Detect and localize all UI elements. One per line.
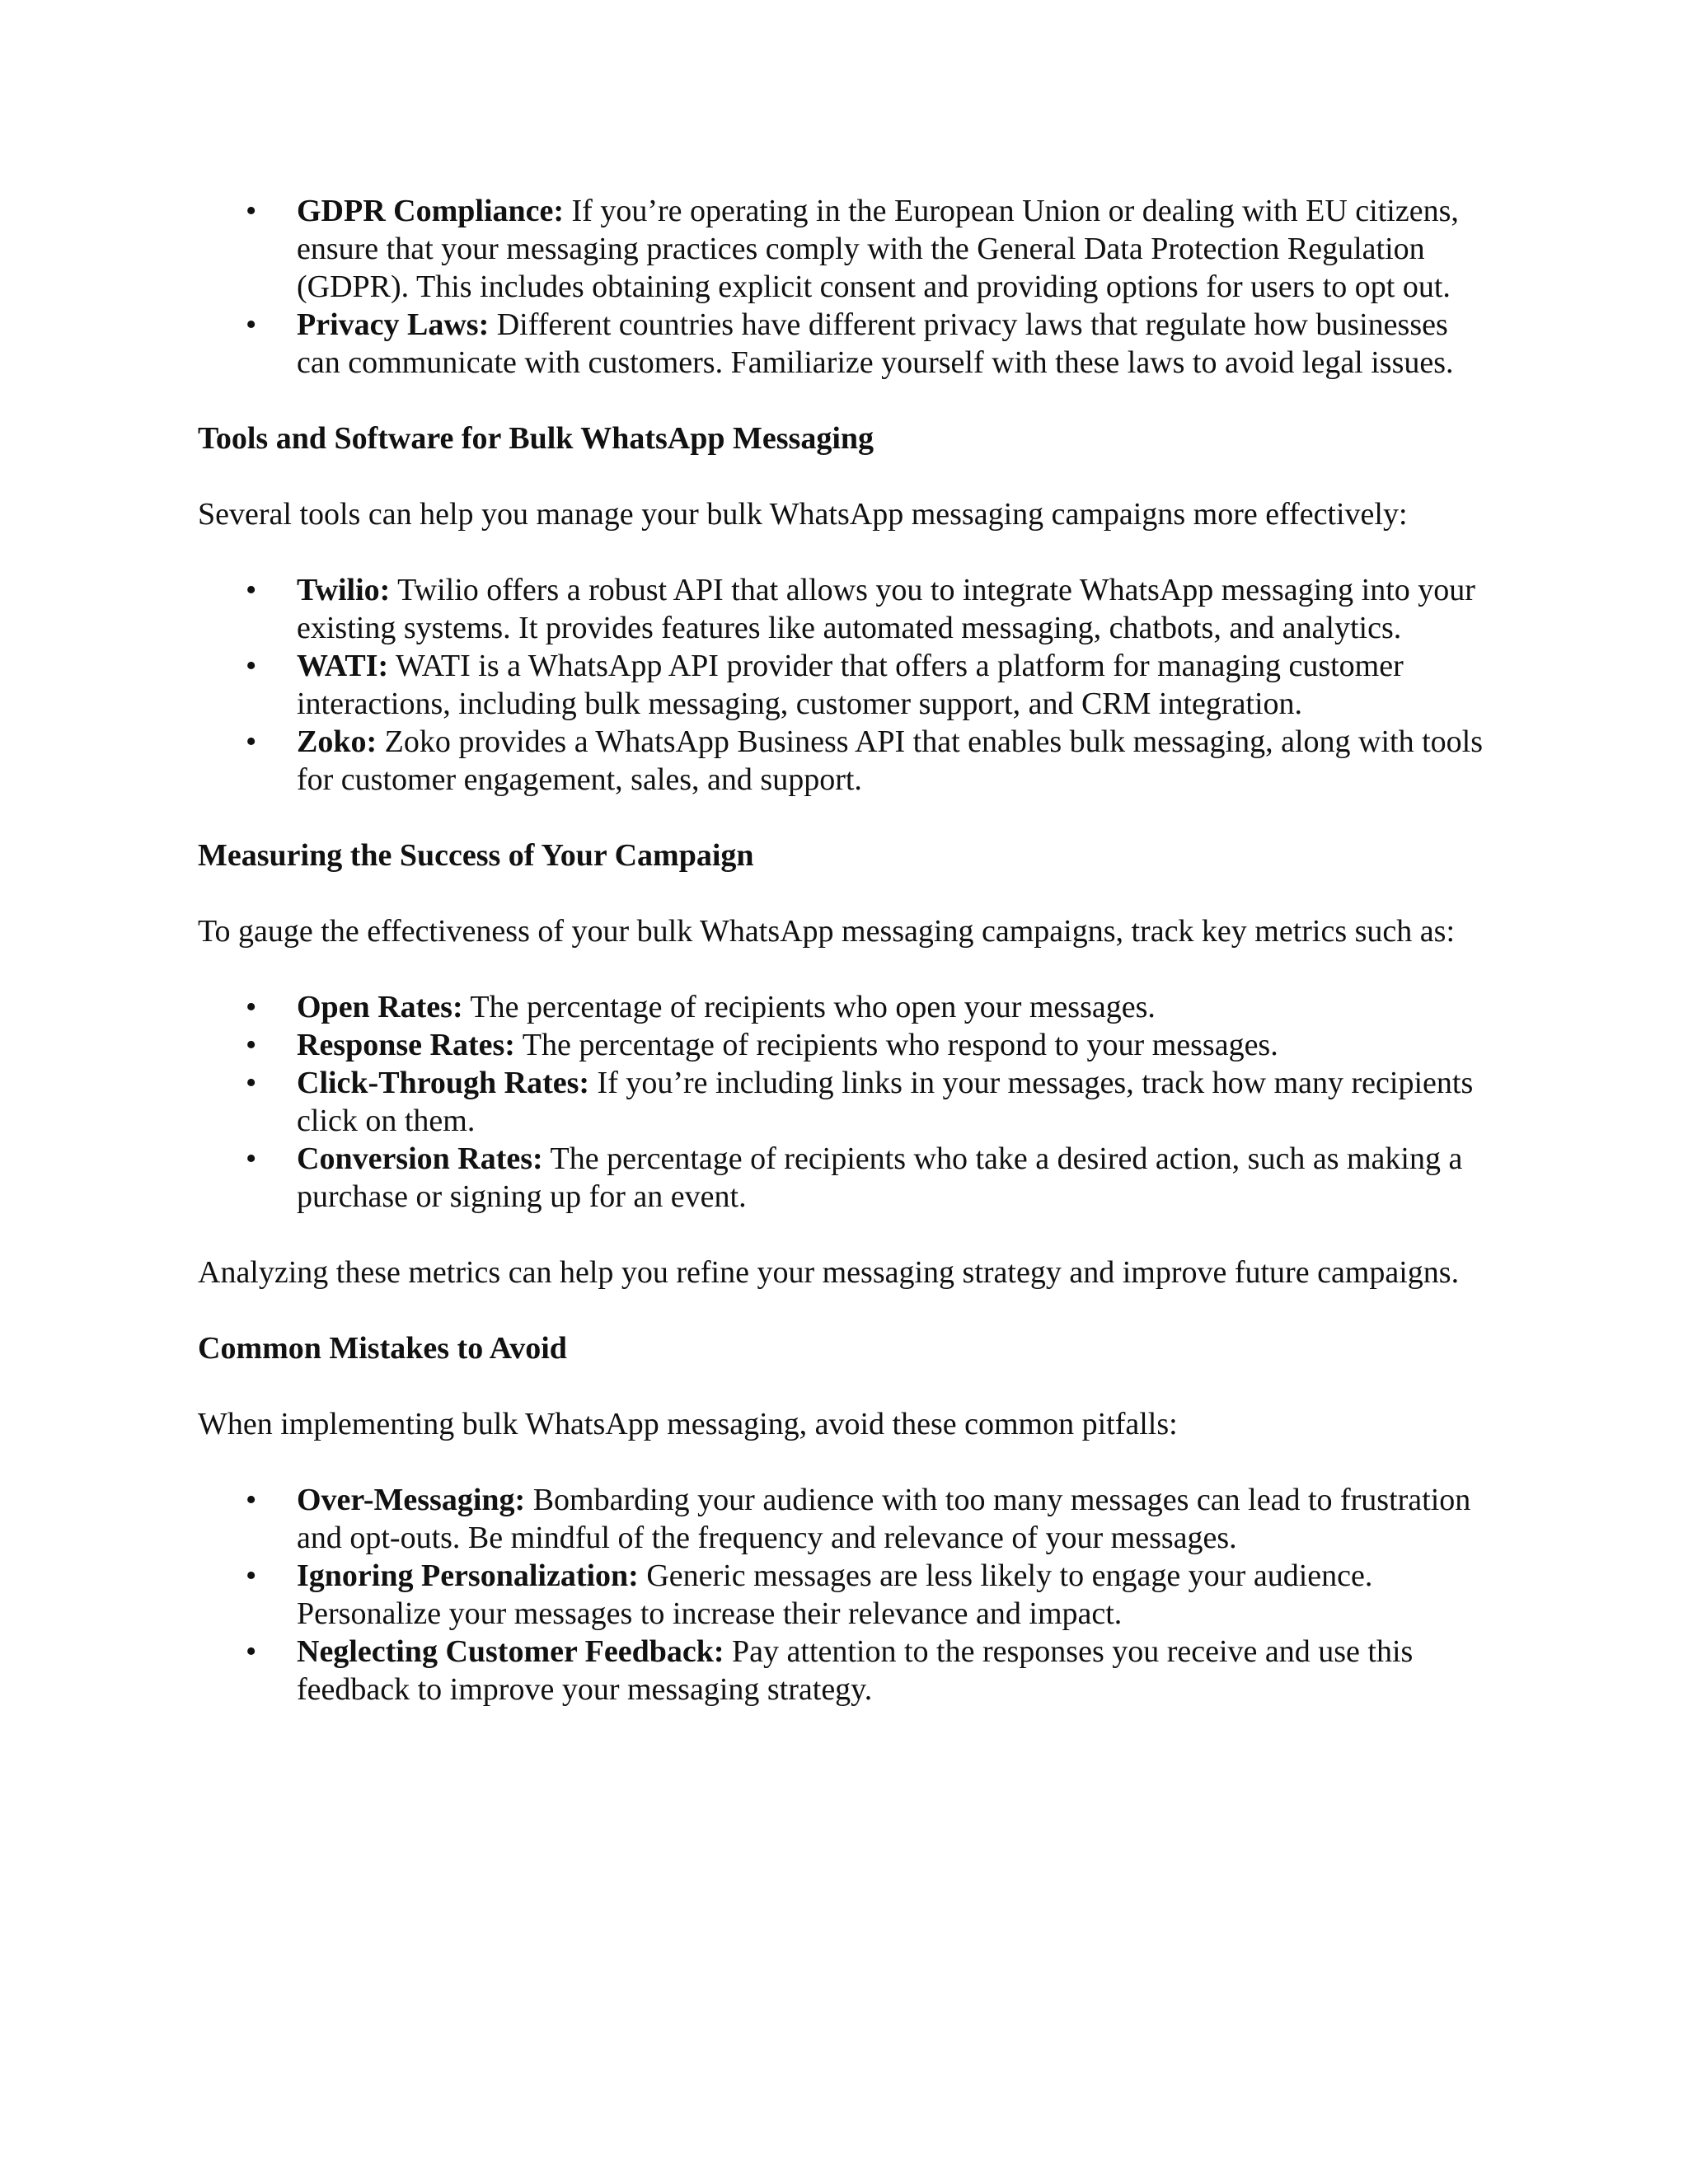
compliance-list bbox=[198, 192, 1490, 382]
spacer bbox=[198, 1216, 1490, 1254]
bullet-icon: • bbox=[246, 307, 257, 342]
list-item-term: Zoko: bbox=[297, 724, 377, 759]
metrics-list bbox=[198, 988, 1490, 1216]
bullet-icon: • bbox=[246, 573, 257, 607]
bullet-icon: • bbox=[246, 1028, 257, 1062]
paragraph-measuring-outro: Analyzing these metrics can help you refine your messaging strategy and improve future campaigns. bbox=[198, 1255, 1460, 1290]
list-item-term: Over-Messaging: bbox=[297, 1483, 526, 1517]
list-item-text: If you’re operating in the European Union or dealing with EU citizens, ensure that your messaging practices comply with the General Data Protection Regulation (GDPR). This includes obtaining explicit consent and providing options for users to opt out. bbox=[297, 194, 1459, 304]
list-item-text: Zoko provides a WhatsApp Business API that enables bulk messaging, along with tools for customer engagement, sales, and support. bbox=[297, 724, 1483, 797]
paragraph-measuring-intro: To gauge the effectiveness of your bulk WhatsApp messaging campaigns, track key metrics such as: bbox=[198, 914, 1456, 949]
list-item bbox=[246, 1140, 1490, 1216]
list-item bbox=[246, 1064, 1490, 1140]
section-heading-tools: Tools and Software for Bulk WhatsApp Messaging bbox=[198, 421, 874, 456]
list-item-text: Different countries have different privacy laws that regulate how businesses can communicate with customers. Familiarize yourself with these laws to avoid legal issues. bbox=[297, 307, 1454, 380]
spacer bbox=[198, 533, 1490, 571]
list-item bbox=[246, 1633, 1490, 1708]
paragraph-mistakes-intro: When implementing bulk WhatsApp messaging, avoid these common pitfalls: bbox=[198, 1407, 1178, 1441]
spacer bbox=[198, 382, 1490, 419]
list-item bbox=[246, 1481, 1490, 1557]
list-item-text: Generic messages are less likely to engage your audience. Personalize your messages to increase their relevance and impact. bbox=[297, 1558, 1373, 1631]
list-item-term: Conversion Rates: bbox=[297, 1141, 543, 1176]
list-item bbox=[246, 1026, 1490, 1064]
spacer bbox=[198, 950, 1490, 988]
list-item bbox=[246, 647, 1490, 723]
bullet-icon: • bbox=[246, 724, 257, 759]
bullet-icon: • bbox=[246, 990, 257, 1024]
paragraph-tools-intro: Several tools can help you manage your bulk WhatsApp messaging campaigns more effectively: bbox=[198, 497, 1408, 532]
section-heading-mistakes: Common Mistakes to Avoid bbox=[198, 1331, 567, 1366]
list-item-text: The percentage of recipients who take a desired action, such as making a purchase or signing up for an event. bbox=[297, 1141, 1463, 1214]
list-item-text: Bombarding your audience with too many messages can lead to frustration and opt-outs. Be mindful of the frequency and relevance of your messages. bbox=[297, 1483, 1471, 1555]
list-item-text: The percentage of recipients who respond to your messages. bbox=[514, 1028, 1278, 1062]
spacer bbox=[198, 874, 1490, 912]
list-item bbox=[246, 988, 1490, 1026]
tools-list bbox=[198, 571, 1490, 799]
spacer bbox=[198, 799, 1490, 837]
bullet-icon: • bbox=[246, 1066, 257, 1100]
list-item-term: WATI: bbox=[297, 649, 389, 683]
bullet-icon: • bbox=[246, 649, 257, 683]
spacer bbox=[198, 1367, 1490, 1405]
list-item-text: The percentage of recipients who open your messages. bbox=[462, 990, 1156, 1024]
list-item-text: If you’re including links in your messages, track how many recipients click on them. bbox=[297, 1066, 1474, 1138]
list-item-term: Twilio: bbox=[297, 573, 391, 607]
list-item-term: Neglecting Customer Feedback: bbox=[297, 1634, 724, 1669]
section-heading-measuring: Measuring the Success of Your Campaign bbox=[198, 838, 754, 873]
list-item-term: Privacy Laws: bbox=[297, 307, 490, 342]
spacer bbox=[198, 1443, 1490, 1481]
spacer bbox=[198, 457, 1490, 495]
list-item-term: Ignoring Personalization: bbox=[297, 1558, 639, 1593]
bullet-icon: • bbox=[246, 1141, 257, 1176]
bullet-icon: • bbox=[246, 1558, 257, 1593]
mistakes-list bbox=[198, 1481, 1490, 1708]
list-item-text: WATI is a WhatsApp API provider that offers a platform for managing customer interactions, including bulk messaging, customer support, and CRM integration. bbox=[297, 649, 1404, 721]
list-item-term: Open Rates: bbox=[297, 990, 463, 1024]
list-item-term: GDPR Compliance: bbox=[297, 194, 565, 228]
list-item-term: Response Rates: bbox=[297, 1028, 515, 1062]
document-body bbox=[198, 192, 1490, 1708]
list-item-text: Pay attention to the responses you receive and use this feedback to improve your messaging strategy. bbox=[297, 1634, 1414, 1707]
bullet-icon: • bbox=[246, 1483, 257, 1517]
list-item bbox=[246, 306, 1490, 382]
list-item-text: Twilio offers a robust API that allows you to integrate WhatsApp messaging into your existing systems. It provides features like automated messaging, chatbots, and analytics. bbox=[297, 573, 1475, 645]
spacer bbox=[198, 1291, 1490, 1329]
bullet-icon: • bbox=[246, 194, 257, 228]
bullet-icon: • bbox=[246, 1634, 257, 1669]
list-item bbox=[246, 192, 1490, 306]
list-item bbox=[246, 571, 1490, 647]
list-item-term: Click-Through Rates: bbox=[297, 1066, 590, 1100]
list-item bbox=[246, 723, 1490, 799]
list-item bbox=[246, 1557, 1490, 1633]
